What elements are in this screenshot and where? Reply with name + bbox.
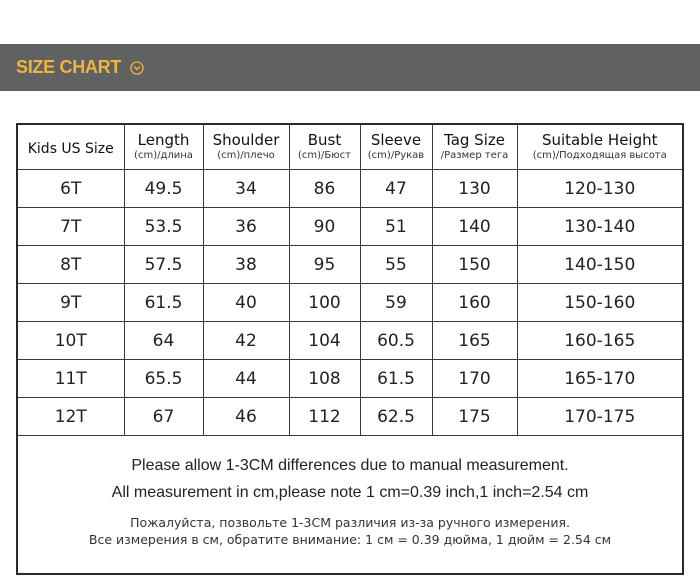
- value-cell: 175: [432, 398, 517, 436]
- value-cell: 104: [289, 322, 360, 360]
- value-cell: 140-150: [517, 246, 682, 284]
- note-russian-conversion: Все измерения в см, обратите внимание: 1 см = 0.39 дюйма, 1 дюйм = 2.54 см: [88, 532, 612, 547]
- value-cell: 61.5: [360, 360, 432, 398]
- header-cell: [203, 125, 289, 170]
- header-main: Shoulder: [212, 131, 280, 149]
- header-sub: (cm)/Рукав: [367, 150, 425, 161]
- value-cell: 51: [360, 208, 432, 246]
- value-cell: 36: [203, 208, 289, 246]
- header-main: Bust: [307, 131, 342, 149]
- value-cell: 61.5: [124, 284, 203, 322]
- value-cell: 165-170: [517, 360, 682, 398]
- measurement-notes: [18, 447, 682, 573]
- table-row: [18, 360, 682, 398]
- size-cell: 6T: [18, 170, 124, 208]
- table-row: [18, 208, 682, 246]
- header-cell: [432, 125, 517, 170]
- value-cell: 120-130: [517, 170, 682, 208]
- size-table: [18, 125, 682, 436]
- value-cell: 40: [203, 284, 289, 322]
- header-cell: [360, 125, 432, 170]
- size-cell: 7T: [18, 208, 124, 246]
- value-cell: 53.5: [124, 208, 203, 246]
- table-body: [18, 170, 682, 436]
- value-cell: 95: [289, 246, 360, 284]
- banner-title: SIZE CHART: [16, 57, 122, 77]
- header-cell: [18, 125, 124, 170]
- value-cell: 67: [124, 398, 203, 436]
- size-chart-frame: [16, 123, 684, 575]
- note-english-conversion: All measurement in cm,please note 1 cm=0.39 inch,1 inch=2.54 cm: [111, 484, 589, 501]
- value-cell: 170: [432, 360, 517, 398]
- table-row: [18, 170, 682, 208]
- value-cell: 34: [203, 170, 289, 208]
- header-main: Suitable Height: [541, 131, 658, 149]
- header-sub: /Размер тега: [440, 150, 509, 161]
- value-cell: 65.5: [124, 360, 203, 398]
- size-cell: 12T: [18, 398, 124, 436]
- value-cell: 150: [432, 246, 517, 284]
- value-cell: 47: [360, 170, 432, 208]
- header-cell: [289, 125, 360, 170]
- header-sub: (cm)/Подходящая высота: [532, 150, 667, 161]
- value-cell: 160-165: [517, 322, 682, 360]
- table-row: [18, 322, 682, 360]
- value-cell: 64: [124, 322, 203, 360]
- note-english-allowance: Please allow 1-3CM differences due to manual measurement.: [131, 457, 569, 474]
- value-cell: 140: [432, 208, 517, 246]
- size-chart-banner: [0, 44, 700, 91]
- value-cell: 46: [203, 398, 289, 436]
- header-sub: (cm)/длина: [134, 150, 193, 161]
- size-cell: 8T: [18, 246, 124, 284]
- value-cell: 44: [203, 360, 289, 398]
- header-main: Tag Size: [444, 131, 505, 149]
- size-cell: 11T: [18, 360, 124, 398]
- value-cell: 90: [289, 208, 360, 246]
- header-sub: (cm)/плечо: [217, 150, 275, 161]
- value-cell: 160: [432, 284, 517, 322]
- value-cell: 130: [432, 170, 517, 208]
- table-row: [18, 398, 682, 436]
- header-cell: [517, 125, 682, 170]
- header-main: Kids US Size: [27, 140, 114, 157]
- value-cell: 62.5: [360, 398, 432, 436]
- value-cell: 170-175: [517, 398, 682, 436]
- value-cell: 108: [289, 360, 360, 398]
- value-cell: 130-140: [517, 208, 682, 246]
- note-russian-allowance: Пожалуйста, позвольте 1-3CM различия из-за ручного измерения.: [130, 515, 570, 530]
- table-row: [18, 284, 682, 322]
- table-header-row: [18, 125, 682, 170]
- value-cell: 49.5: [124, 170, 203, 208]
- value-cell: 86: [289, 170, 360, 208]
- size-cell: 9T: [18, 284, 124, 322]
- header-cell: [124, 125, 203, 170]
- header-main: Sleeve: [370, 131, 422, 149]
- value-cell: 150-160: [517, 284, 682, 322]
- table-row: [18, 246, 682, 284]
- value-cell: 57.5: [124, 246, 203, 284]
- size-cell: 10T: [18, 322, 124, 360]
- value-cell: 165: [432, 322, 517, 360]
- value-cell: 60.5: [360, 322, 432, 360]
- value-cell: 42: [203, 322, 289, 360]
- value-cell: 100: [289, 284, 360, 322]
- value-cell: 59: [360, 284, 432, 322]
- value-cell: 55: [360, 246, 432, 284]
- header-sub: (cm)/Бюст: [297, 150, 351, 161]
- header-main: Length: [137, 131, 190, 149]
- chevron-down-circle-icon: [130, 61, 144, 75]
- value-cell: 112: [289, 398, 360, 436]
- value-cell: 38: [203, 246, 289, 284]
